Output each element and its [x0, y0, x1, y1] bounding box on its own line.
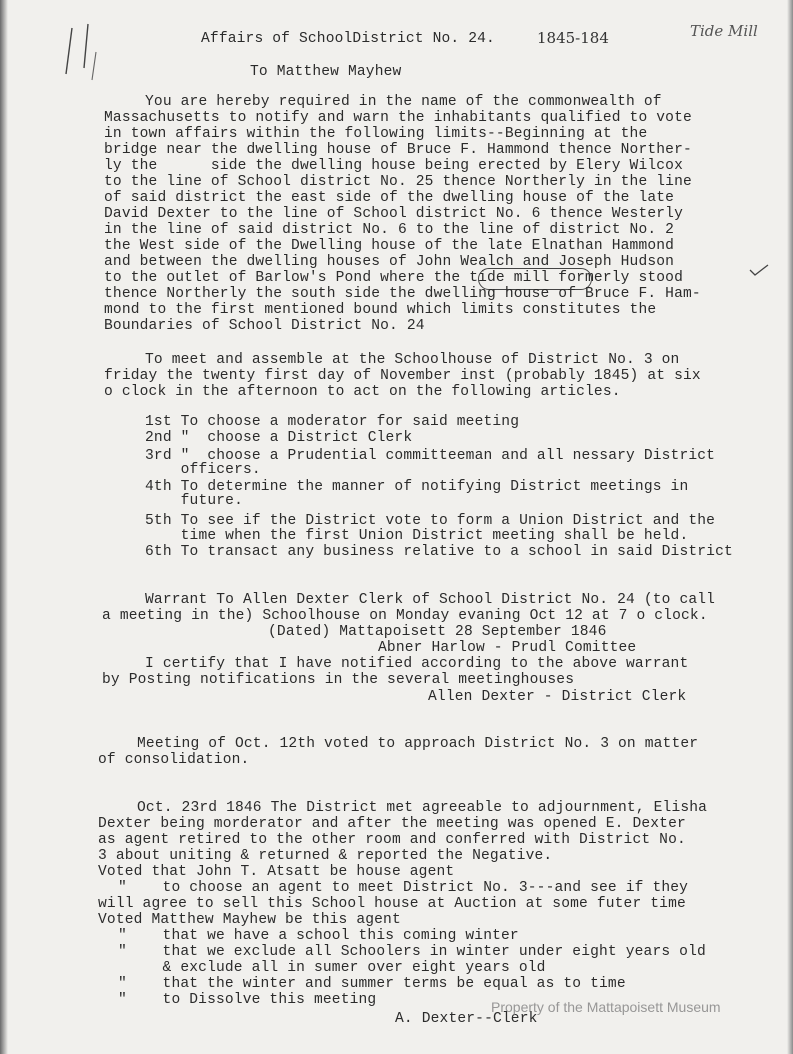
article-line: 6th To transact any business relative to a school in said District: [145, 544, 733, 560]
oct23-line: Voted Matthew Mayhew be this agent: [98, 912, 401, 928]
handwritten-date-range: 1845-184: [537, 29, 609, 47]
article-line: officers.: [145, 462, 261, 478]
oct12-line: Meeting of Oct. 12th voted to approach District No. 3 on matter: [137, 736, 699, 752]
pen-mark-icon: [58, 22, 108, 82]
second-warrant-line: I certify that I have notified according to the above warrant: [145, 656, 689, 672]
oct23-line: " that the winter and summer terms be equal as to time: [118, 976, 626, 992]
warrant-line: David Dexter to the line of School district No. 6 thence Westerly: [104, 206, 683, 222]
oct23-line: as agent retired to the other room and conferred with District No.: [98, 832, 686, 848]
check-mark-icon: [748, 262, 770, 278]
article-line: 4th To determine the manner of notifying District meetings in: [145, 479, 689, 495]
warrant-line: Boundaries of School District No. 24: [104, 318, 425, 334]
warrant-line: in town affairs within the following limits--Beginning at the: [104, 126, 648, 142]
oct23-line: & exclude all in sumer over eight years old: [118, 960, 546, 976]
oct23-line: will agree to sell this School house at Auction at some futer time: [98, 896, 686, 912]
second-warrant-line: by Posting notifications in the several meetinghouses: [102, 672, 575, 688]
meeting-line: friday the twenty first day of November inst (probably 1845) at six: [104, 368, 701, 384]
oct23-line: Oct. 23rd 1846 The District met agreeable to adjournment, Elisha: [137, 800, 708, 816]
warrant-line: to the outlet of Barlow's Pond where the tide mill formerly stood: [104, 270, 683, 286]
warrant-line: to the line of School district No. 25 thence Northerly in the line: [104, 174, 692, 190]
handwritten-margin-note: Tide Mill: [690, 22, 758, 40]
second-warrant-line: Abner Harlow - Prudl Comittee: [378, 640, 637, 656]
warrant-line: Massachusetts to notify and warn the inhabitants qualified to vote: [104, 110, 692, 126]
oct23-line: " to Dissolve this meeting: [118, 992, 377, 1008]
warrant-line: and between the dwelling houses of John Wealch and Joseph Hudson: [104, 254, 675, 270]
warrant-line: in the line of said district No. 6 to the line of district No. 2: [104, 222, 675, 238]
article-line: future.: [145, 493, 243, 509]
warrant-line: bridge near the dwelling house of Bruce F. Hammond thence Norther-: [104, 142, 692, 158]
oct23-line: " to choose an agent to meet District No. 3---and see if they: [118, 880, 689, 896]
oct12-line: of consolidation.: [98, 752, 250, 768]
article-line: 3rd " choose a Prudential committeeman and all nessary District: [145, 448, 716, 464]
second-warrant-line: a meeting in the) Schoolhouse on Monday evaning Oct 12 at 7 o clock.: [102, 608, 708, 624]
oct23-line: " that we have a school this coming winter: [118, 928, 519, 944]
oct23-line: Voted that John T. Atsatt be house agent: [98, 864, 455, 880]
warrant-line: thence Northerly the south side the dwelling house of Bruce F. Ham-: [104, 286, 701, 302]
second-warrant-line: Warrant To Allen Dexter Clerk of School District No. 24 (to call: [145, 592, 716, 608]
warrant-line: the West side of the Dwelling house of the late Elnathan Hammond: [104, 238, 675, 254]
meeting-line: To meet and assemble at the Schoolhouse of District No. 3 on: [145, 352, 680, 368]
warrant-line: of said district the east side of the dwelling house of the late: [104, 190, 675, 206]
second-warrant-line: Allen Dexter - District Clerk: [428, 689, 687, 705]
article-line: 1st To choose a moderator for said meeting: [145, 414, 520, 430]
scan-edge-shadow-left: [0, 0, 8, 1054]
article-line: 2nd " choose a District Clerk: [145, 430, 413, 446]
oct23-line: Dexter being morderator and after the meeting was opened E. Dexter: [98, 816, 686, 832]
clerk-signature: A. Dexter--Clerk: [395, 1011, 538, 1027]
document-title: Affairs of SchoolDistrict No. 24.: [201, 31, 495, 47]
meeting-line: o clock in the afternoon to act on the following articles.: [104, 384, 621, 400]
oct23-line: 3 about uniting & returned & reported the Negative.: [98, 848, 553, 864]
warrant-line: ly the side the dwelling house being erected by Elery Wilcox: [104, 158, 683, 174]
second-warrant-line: (Dated) Mattapoisett 28 September 1846: [268, 624, 607, 640]
warrant-line: You are hereby required in the name of the commonwealth of: [145, 94, 662, 110]
museum-watermark: Property of the Mattapoisett Museum: [491, 999, 721, 1015]
scan-edge-shadow-right: [787, 0, 793, 1054]
article-line: time when the first Union District meeting shall be held.: [145, 528, 689, 544]
warrant-line: mond to the first mentioned bound which limits constitutes the: [104, 302, 657, 318]
article-line: 5th To see if the District vote to form a Union District and the: [145, 513, 716, 529]
addressee: To Matthew Mayhew: [250, 64, 402, 80]
oct23-line: " that we exclude all Schoolers in winter under eight years old: [118, 944, 706, 960]
